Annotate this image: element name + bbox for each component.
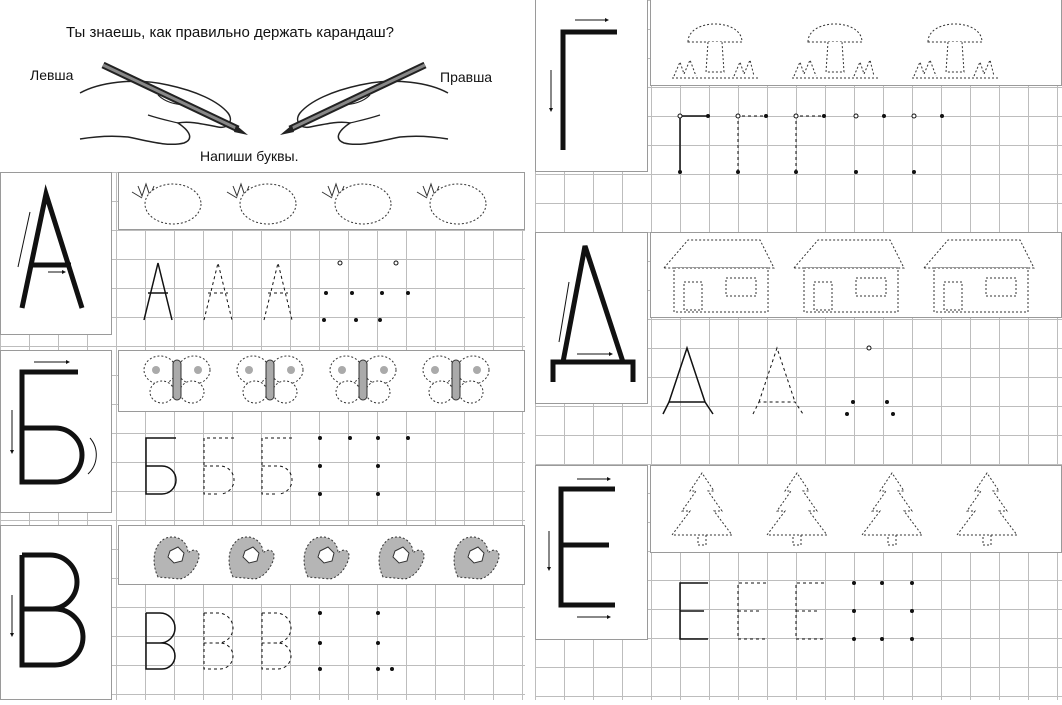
big-letter-e: [535, 465, 648, 645]
tracing-row-d: [655, 340, 915, 420]
fir-tree-row: [650, 465, 1062, 553]
mushroom-icon: [672, 24, 758, 78]
big-letter-g: [535, 0, 648, 177]
page-gutter: [526, 0, 535, 700]
header-question: Ты знаешь, как правильно держать карандаш?: [66, 24, 394, 41]
fir-tree-icon: [672, 473, 732, 545]
big-letter-a: [0, 172, 112, 340]
butterfly-icon: [144, 356, 210, 403]
mitten-icon: [154, 537, 199, 579]
big-letter-b: [0, 350, 112, 518]
instruction-text: Напиши буквы.: [200, 148, 299, 164]
pineapple-icon: [132, 184, 201, 224]
left-hand-icon: [78, 55, 258, 155]
big-letter-d: [535, 232, 648, 409]
mitten-row: [118, 525, 525, 585]
tracing-row-v: [130, 605, 420, 675]
house-icon: [664, 240, 774, 312]
butterfly-row: [118, 350, 525, 412]
mushroom-row: [650, 0, 1062, 86]
left-hand-label: Левша: [30, 67, 74, 83]
tracing-row-b: [130, 430, 420, 500]
pineapple-row: [118, 172, 525, 230]
tracing-row-e: [672, 575, 932, 645]
right-hand-label: Правша: [440, 69, 493, 85]
big-letter-v: [0, 525, 112, 705]
tracing-row-g: [670, 108, 960, 178]
house-row: [650, 232, 1062, 318]
tracing-row-a: [130, 255, 410, 325]
right-hand-icon: [270, 55, 450, 155]
